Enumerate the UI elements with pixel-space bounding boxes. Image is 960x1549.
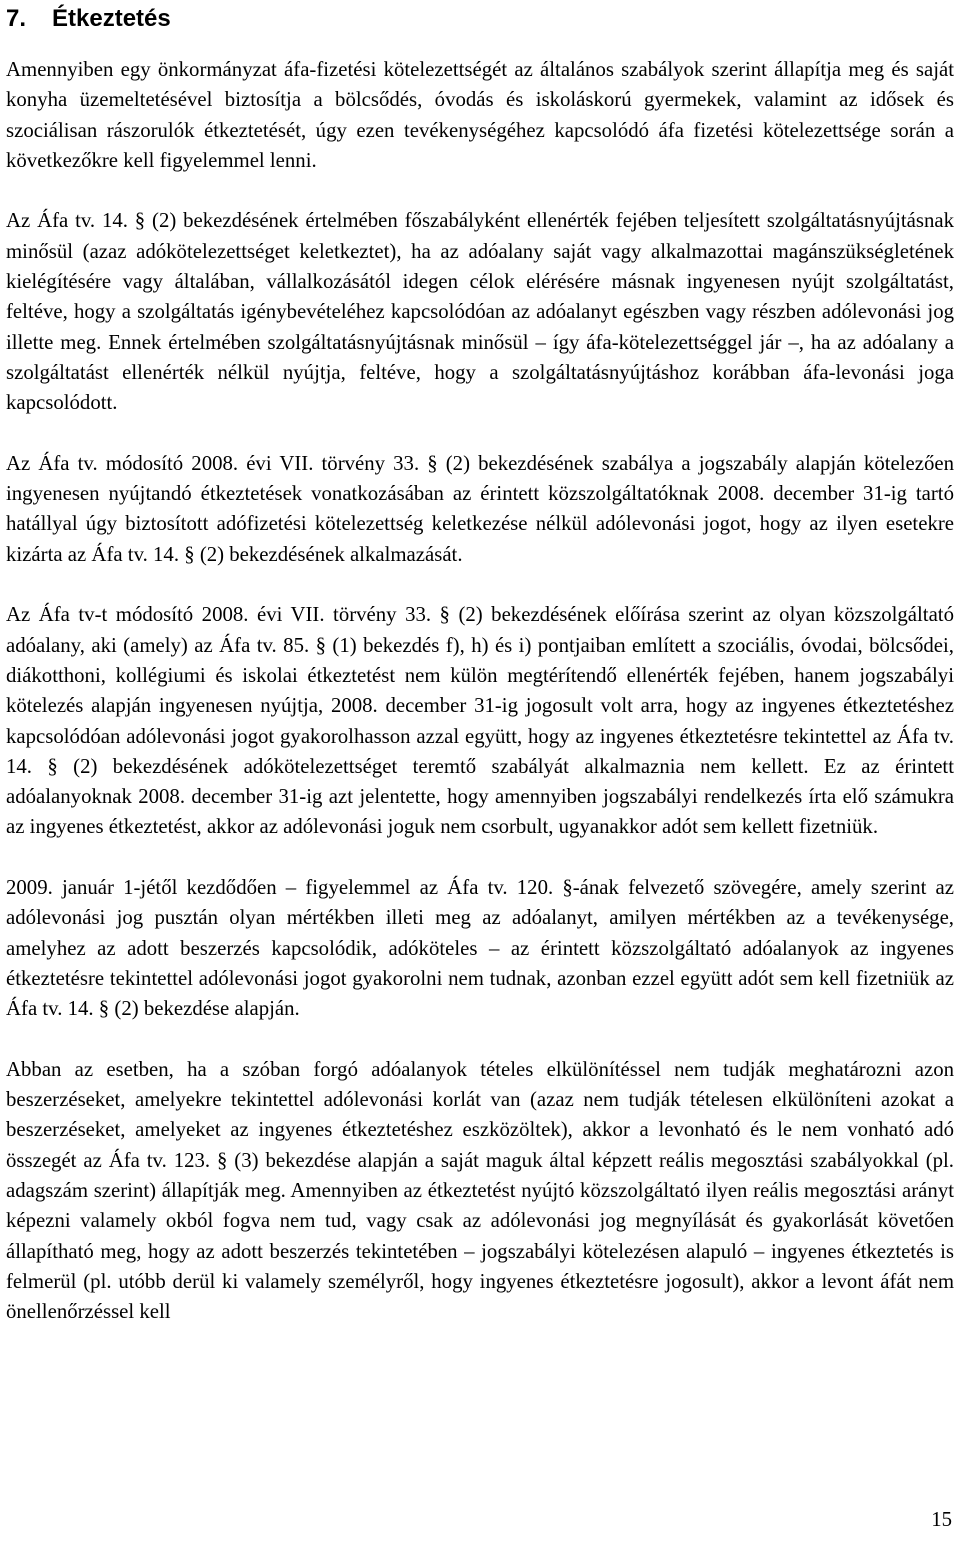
paragraph-kozszolgaltato: Az Áfa tv-t módosító 2008. évi VII. törvény 33. § (2) bekezdésének előírása szerint az olyan közszolgáltató adóalany, aki (amely) az Áfa tv. 85. § (1) bekezdés f), h) és i) pontjaiban említett a szociális, óvodai, bölcsődei, diákotthoni, kollégiumi és iskolai étkeztetést nem külön megtérítendő ellenérték fejében, hanem jogszabályi kötelezés alapján ingyenesen nyújtja, 2008. december 31-ig jogosult volt arra, hogy az ingyenes étkeztetéshez kapcsolódóan adólevonási jogot gyakorolhasson azzal együtt, hogy az ingyenes étkeztetésre tekintettel az Áfa tv. 14. § (2) bekezdésének adókötelezettséget teremtő szabályát alkalmaznia nem kellett. Ez az érintett adóalanyoknak 2008. december 31-ig azt jelentette, hogy amennyiben jogszabályi rendelkezés írta elő számukra az ingyenes étkeztetést, akkor az adólevonási joguk nem csorbult, ugyanakkor adót sem kellett fizetniük. — [6, 603, 954, 839]
page-number: 15 — [931, 1508, 952, 1531]
paragraph-modosito-2008: Az Áfa tv. módosító 2008. évi VII. törvény 33. § (2) bekezdésének szabálya a jogszabály alapján kötelezően ingyenesen nyújtandó étkeztetések vonatkozásában az érintett közszolgáltatóknak 2008. december 31-ig tartó hatállyal úgy biztosított adófizetési kötelezettség keletkezése nélkül adólevonási jogot, hogy az ilyen esetekre kizárta az Áfa tv. 14. § (2) bekezdésének alkalmazását. — [6, 451, 954, 566]
paragraph-intro: Amennyiben egy önkormányzat áfa-fizetési kötelezettségét az általános szabályok szerint állapítja meg és saját konyha üzemeltetésével biztosítja a bölcsődés, óvodás és iskoláskorú gyermekek, valamint az idősek és szociálisan rászorulók étkeztetését, úgy ezen tevékenységéhez kapcsolódó áfa fizetési kötelezettsége során a következőkre kell figyelemmel lenni. — [6, 58, 954, 172]
paragraph-afa-14: Az Áfa tv. 14. § (2) bekezdésének értelmében főszabályként ellenérték fejében teljesített szolgáltatásnyújtásnak minősül (azaz adókötelezettséget keletkeztet), ha az adóalany saját vagy alkalmazottai magánszükségletének kielégítésére vagy általában, vállalkozásától idegen célok elérésére másnak ingyenesen nyújt szolgáltatást, feltéve, hogy a szolgáltatás igénybevételéhez kapcsolódóan az adóalanyt egészben vagy részben adólevonási jog illette meg. Ennek értelmében szolgáltatásnyújtásnak minősül – így áfa-kötelezettséggel jár –, ha az adóalany a szolgáltatást ellenérték nélkül nyújtja, feltéve, hogy a szolgáltatásnyújtáshoz korábban áfa-levonási joga kapcsolódott. — [6, 209, 954, 415]
section-title: Étkeztetés — [52, 5, 171, 32]
paragraph-megosztas: Abban az esetben, ha a szóban forgó adóalanyok tételes elkülönítéssel nem tudják meghatározni azon beszerzéseket, amelyekre tekintettel adólevonási korlát van (azaz nem tudják tételesen elkülöníteni azokat a beszerzéseket, amelyeket az ingyenes étkeztetéshez eszközöltek), akkor a levonható és le nem vonható adó összegét az Áfa tv. 123. § (3) bekezdése alapján a saját maguk által képzett reális megosztási szabályokkal (pl. adagszám szerint) állapítják meg. Amennyiben az étkeztetést nyújtó közszolgáltató ilyen reális megosztási arányt képezni valamely okból fogva nem tud, vagy csak az adólevonási jog megnyílását és gyakorlását követően állapítható meg, hogy az adott beszerzés tekintetében – jogszabályi kötelezésen alapuló – ingyenes étkeztetés is felmerül (pl. utóbb derül ki valamely személyről, hogy ingyenes étkeztetésre jogosult), akkor a levont áfát nem önellenőrzéssel kell — [6, 1057, 954, 1324]
section-heading — [6, 2, 171, 36]
document-body — [6, 55, 954, 1327]
paragraph-2009: 2009. január 1-jétől kezdődően – figyelemmel az Áfa tv. 120. §-ának felvezető szövegére, amely szerint az adólevonási jog pusztán olyan mértékben illeti meg az adóalanyt, amilyen mértékben az a tevékenysége, amelyhez az adott beszerzés kapcsolódik, adóköteles – az érintett közszolgáltató adóalanyok az ingyenes étkeztetésre tekintettel adólevonási jogot gyakorolni nem tudnak, azonban ezzel együtt adót sem kell fizetniük az Áfa tv. 14. § (2) bekezdése alapján. — [6, 876, 954, 1021]
section-number: 7. — [6, 5, 27, 32]
